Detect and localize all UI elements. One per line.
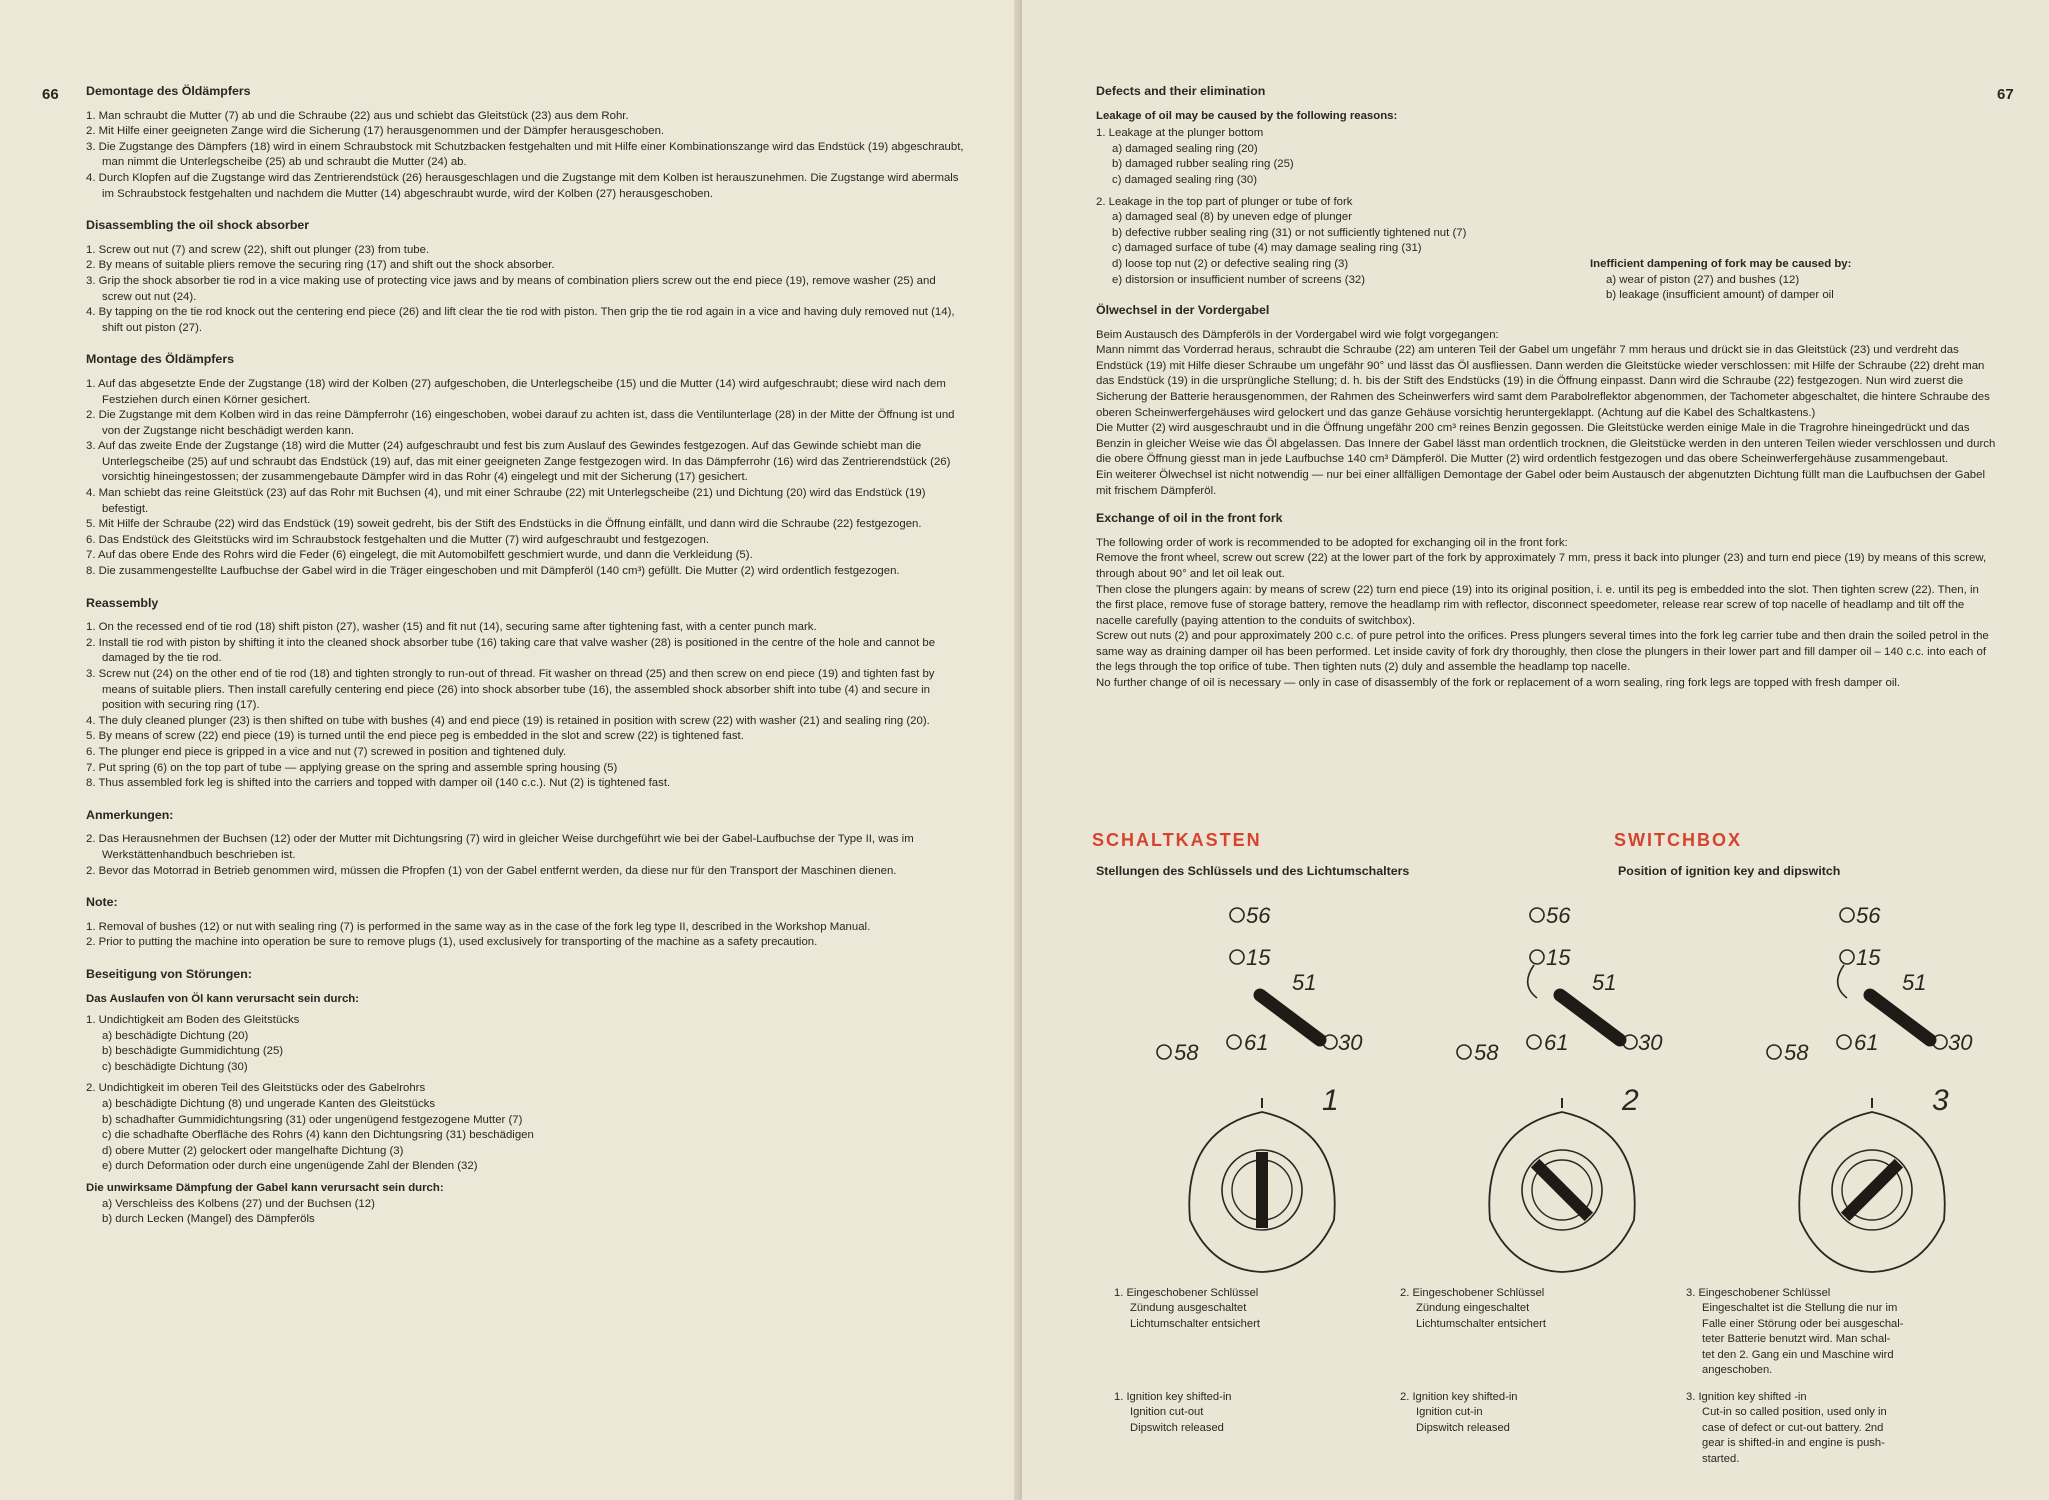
switchbox-title-en: SWITCHBOX — [1614, 830, 1742, 850]
caption-de — [1114, 1286, 1414, 1332]
terminal-30-label: 30 — [1338, 1030, 1363, 1055]
list-item: 2. Install tie rod with piston by shifting it into the cleaned shock absorber tube (16) taking care that valve washer (28) is positioned in the centre of the hole and cannot be damaged by the tie rod. — [86, 636, 936, 665]
list-item: a) damaged seal (8) by uneven edge of plunger — [1112, 211, 1352, 224]
defects-block — [1096, 84, 1616, 294]
list-item: 2. Prior to putting the machine into operation be sure to remove plugs (1), used exclusively for transporting of the machine as a safety precaution. — [86, 936, 818, 949]
terminal-61-circle — [1837, 1035, 1851, 1049]
list-item: c) damaged sealing ring (30) — [1112, 173, 1257, 186]
terminal-30-label: 30 — [1638, 1030, 1663, 1055]
caption-line: tet den 2. Gang ein und Maschine wird — [1702, 1348, 1894, 1361]
terminal-51-label: 51 — [1902, 970, 1927, 995]
terminal-15-label: 15 — [1246, 945, 1271, 970]
list-item: b) leakage (insufficient amount) of damper oil — [1606, 289, 1834, 302]
list-item: a) beschädigte Dichtung (20) — [102, 1029, 249, 1042]
list-item: 3. Grip the shock absorber tie rod in a vice making use of protecting vice jaws and by means of combination pliers screw out the end piece (19), remove washer (25) and screw out nut (24). — [86, 274, 936, 303]
caption-line: 1. Eingeschobener Schlüssel — [1114, 1287, 1259, 1299]
paragraph: Screw out nuts (2) and pour approximately 200 c.c. of pure petrol into the orifices. Press plungers several times into the fork leg carrier tube and then drain the soiled petrol in the same way as draining damper oil has been performed. Let inside cavity of fork dry thoroughly, then close the plungers in their lower part and fill damper oil – 140 c.c. into each of the legs through the top orifice of tube. Then tighten nuts (2) duly and assemble the headlamp top nacelle. — [1096, 630, 1989, 674]
list-item: d) obere Mutter (2) gelockert oder mangelhafte Dichtung (3) — [102, 1144, 404, 1157]
defects-title: Defects and their elimination — [1096, 84, 1266, 98]
terminal-61-label: 61 — [1244, 1030, 1269, 1055]
caption-line: Dipswitch released — [1416, 1421, 1510, 1434]
list-item: 4. Man schiebt das reine Gleitstück (23) auf das Rohr mit Buchsen (4), und mit einer Schraube (22) mit Unterlegscheibe (21) und Dichtung (20) wird das Endstück (19) befestigt. — [86, 487, 926, 515]
terminal-51-label: 51 — [1292, 970, 1317, 995]
list-item: c) damaged surface of tube (4) may damage sealing ring (31) — [1112, 242, 1422, 255]
oil-change-block — [1096, 303, 1996, 704]
paragraph: No further change of oil is necessary — only in case of disassembly of the fork or replacement of a worn sealing, ring fork legs are topped with fresh damper oil. — [1096, 677, 1901, 690]
caption-line: Ignition cut-out — [1130, 1406, 1204, 1419]
list-item: 2. Bevor das Motorrad in Betrieb genommen wird, müssen die Pfropfen (1) von der Gabel entfernt werden, da diese nur für den Transport der Maschinen dienen. — [86, 864, 897, 877]
list-item: 1. Man schraubt die Mutter (7) ab und die Schraube (22) aus und schiebt das Gleitstück (23) aus dem Rohr. — [86, 109, 629, 122]
troubleshooting-group-title: 2. Undichtigkeit im oberen Teil des Gleitstücks oder des Gabelrohrs — [86, 1082, 426, 1095]
terminal-58-circle — [1767, 1045, 1781, 1059]
caption-line: angeschoben. — [1702, 1364, 1773, 1377]
terminal-15-circle — [1530, 950, 1544, 964]
list-item: b) beschädigte Gummidichtung (25) — [102, 1045, 284, 1058]
caption-line: started. — [1702, 1452, 1740, 1465]
section-list — [86, 832, 966, 879]
list-item: 8. Thus assembled fork leg is shifted into the carriers and topped with damper oil (140 c.c.). Nut (2) is tightened fast. — [86, 777, 671, 790]
ignition-key — [1845, 1163, 1899, 1217]
defects-group1-title: 1. Leakage at the plunger bottom — [1096, 127, 1264, 140]
switchbox-subtitle-en: Position of ignition key and dipswitch — [1618, 864, 1841, 878]
troubleshooting-group-title: Die unwirksame Dämpfung der Gabel kann verursacht sein durch: — [86, 1182, 444, 1195]
terminal-58-circle — [1457, 1045, 1471, 1059]
list-item: a) Verschleiss des Kolbens (27) und der Buchsen (12) — [102, 1197, 375, 1210]
list-item: 3. Auf das zweite Ende der Zugstange (18) wird die Mutter (24) aufgeschraubt und fest bis zum Auslauf des Gewindes festgezogen. Auf das Gewinde schiebt man die Unterlegscheibe (25) auf und schraubt das Endstück (19) auf, das mit einer geeigneten Zange festgezogen wird. In das Dämpferrohr (16) wird das Zentrierendstück (26) vorsichtig hineingestossen; der zusammengebaute Dämpfer wird in das Rohr (4) eingelegt und mit der Sicherung (17) gesichert. — [86, 440, 951, 484]
section-list — [86, 109, 966, 203]
terminal-58-label: 58 — [1474, 1040, 1499, 1065]
section-heading: Anmerkungen: — [86, 807, 174, 822]
list-item: 3. Screw nut (24) on the other end of tie rod (18) and tighten strongly to run-out of thread. Fit washer on thread (25) and then screw on end piece (19) and tighten fast by means of suitable pliers. Then install carefully centering end piece (26) into shock absorber tube (16), the assembled shock absorber shift into tube (4) and secure in position with securing ring (17). — [86, 668, 935, 712]
list-item: 2. Die Zugstange mit dem Kolben wird in das reine Dämpferrohr (16) eingeschoben, wobei darauf zu achten ist, dass die Ventilunterlage (28) in der Mitte der Öffnung ist und von der Zugstange nicht beschädigt werden kann. — [86, 409, 955, 437]
terminal-56-label: 56 — [1246, 903, 1271, 928]
list-item: b) schadhafter Gummidichtungsring (31) oder ungenügend festgezogene Mutter (7) — [102, 1113, 523, 1126]
list-item: 7. Auf das obere Ende des Rohrs wird die Feder (6) eingelegt, die mit Automobilfett geschmiert wurde, und dann die Verkleidung (5). — [86, 549, 753, 562]
diagram-number: 1 — [1322, 1084, 1339, 1117]
section-heading: Ölwechsel in der Vordergabel — [1096, 303, 1270, 317]
caption-en — [1686, 1390, 1986, 1467]
section — [86, 218, 966, 336]
terminal-15-circle — [1840, 950, 1854, 964]
section-list — [86, 377, 966, 580]
dampening-list — [1606, 273, 1990, 304]
list-item: e) durch Deformation oder durch eine ungenügende Zahl der Blenden (32) — [102, 1160, 478, 1173]
caption-line: Lichtumschalter entsichert — [1416, 1317, 1546, 1330]
list-item: 2. Mit Hilfe einer geeigneten Zange wird die Sicherung (17) herausgenommen und der Dämpfer herausgeschoben. — [86, 125, 665, 138]
dampening-block — [1590, 257, 1990, 310]
section-heading: Montage des Öldämpfers — [86, 352, 235, 367]
caption-de — [1686, 1286, 1986, 1378]
list-item: 4. Durch Klopfen auf die Zugstange wird das Zentrierendstück (26) herausgeschlagen und die Zugstange mit dem Kolben ist herauszunehmen. Die Zugstange wird abermals im Schraubstock festgehalten und nachdem die Mutter (14) abgeschraubt wurde, wird der Kolben (27) herausgeschoben. — [86, 171, 959, 200]
list-item: 1. Removal of bushes (12) or nut with sealing ring (7) is performed in the same way as in the case of the fork leg type II, described in the Workshop Manual. — [86, 920, 871, 933]
section — [86, 84, 966, 202]
caption-line: 1. Ignition key shifted-in — [1114, 1391, 1232, 1403]
troubleshooting-list — [102, 1029, 966, 1076]
list-item: 4. By tapping on the tie rod knock out the centering end piece (26) and lift clear the tie rod with piston. Then grip the tie rod again in a vice and having duly removed nut (14), shift out piston (27). — [86, 306, 955, 334]
caption-line: 2. Ignition key shifted-in — [1400, 1391, 1518, 1403]
terminal-15-label: 15 — [1546, 945, 1571, 970]
section-heading: Exchange of oil in the front fork — [1096, 511, 1283, 526]
list-item: d) loose top nut (2) or defective sealing ring (3) — [1112, 257, 1349, 270]
list-item: b) defective rubber sealing ring (31) or not sufficiently tightened nut (7) — [1112, 226, 1467, 239]
jumper-wire — [1838, 965, 1847, 998]
troubleshooting-group-title: 1. Undichtigkeit am Boden des Gleitstücks — [86, 1014, 300, 1027]
section-heading: Reassembly — [86, 595, 159, 610]
ignition-key — [1535, 1163, 1589, 1217]
list-item: e) distorsion or insufficient number of screens (32) — [1112, 273, 1366, 286]
caption-line: teter Batterie benutzt wird. Man schal- — [1702, 1333, 1891, 1346]
terminal-61-label: 61 — [1544, 1030, 1569, 1055]
list-item: b) durch Lecken (Mangel) des Dämpferöls — [102, 1213, 315, 1226]
diagram-number: 3 — [1932, 1084, 1949, 1117]
caption-en — [1114, 1390, 1414, 1436]
terminal-56-label: 56 — [1856, 903, 1881, 928]
left-text-column — [86, 84, 966, 1244]
paragraph: Die Mutter (2) wird ausgeschraubt und in die Öffnung ungefähr 200 cm³ reines Benzin gegossen. Die Gleitstücke werden einige Male in die Tragrohre hineingedrückt und das Benzin in gleicher Weise wie das Öl abgelassen. Das Innere der Gabel lässt man ordentlich trocknen, die Gleitstücke werden in den unteren Teilen wieder verschlossen und durch die obere Öffnung giesst man in jede Laufbuchse 140 cm³ Dämpferöl. Die Mutter (2) wird ordentlich festgezogen und das obere Scheinwerfergehäuse zusammengebaut. — [1096, 422, 1996, 466]
right-page — [1022, 0, 2049, 1500]
section-list — [86, 243, 966, 337]
terminal-56-circle — [1530, 908, 1544, 922]
terminal-58-label: 58 — [1174, 1040, 1199, 1065]
terminal-61-circle — [1527, 1035, 1541, 1049]
defects-group2-title: 2. Leakage in the top part of plunger or tube of fork — [1096, 195, 1353, 208]
jumper-wire — [1528, 965, 1537, 998]
list-item: c) die schadhafte Oberfläche des Rohrs (4) kann den Dichtungsring (31) beschädigen — [102, 1129, 534, 1142]
caption-line: Zündung ausgeschaltet — [1130, 1302, 1247, 1315]
list-item: 4. The duly cleaned plunger (23) is then shifted on tube with bushes (4) and end piece (19) is retained in position with screw (22) with washer (21) and sealing ring (20). — [86, 714, 930, 727]
list-item: b) damaged rubber sealing ring (25) — [1112, 158, 1294, 171]
diagram-number: 2 — [1622, 1084, 1639, 1117]
defects-intro: Leakage of oil may be caused by the following reasons: — [1096, 109, 1398, 122]
section-list — [86, 620, 966, 792]
section — [86, 895, 966, 951]
caption-line: case of defect or cut-out battery. 2nd — [1702, 1421, 1884, 1434]
switchbox-diagrams — [1022, 880, 2022, 1300]
dipswitch-lever — [1560, 995, 1620, 1040]
section-heading: Beseitigung von Störungen: — [86, 966, 252, 981]
terminal-58-label: 58 — [1784, 1040, 1809, 1065]
caption-line: gear is shifted-in and engine is push- — [1702, 1437, 1885, 1450]
list-item: 3. Die Zugstange des Dämpfers (18) wird in einem Schraubstock mit Schutzbacken festgehalten und mit Hilfe einer Kombinationszange wird das Endstück (19) abgeschraubt, man nimmt die Unterlegscheibe (25) ab und schraubt die Mutter (24) ab. — [86, 140, 964, 169]
paragraph: Mann nimmt das Vorderrad heraus, schraubt die Schraube (22) am unteren Teil der Gabel um ungefähr 7 mm heraus und drückt sie in das Gleitstück (23) und verdreht das Endstück (19) mit Hilfe dieser Schraube um ungefähr 90° und lässt das Öl ausfliessen. Dann werden die Gleitstücke wieder verschlossen: mit Hilfe der Schraube (22) dreht man das Endstück (19) in die ursprüngliche Stellung; d. h. bis der Stift des Endstücks (19) in die Öffnung einpasst. Dann wird die Schraube (22) festgezogen. Nun wird zuerst die Sicherung der Batterie herausgenommen, der Rahmen des Scheinwerfers wird samt dem Parabolreflektor abgenommen, der Tachometer abgeschaltet, die hintere Schraube des oberen Scheinwerfergehäuses wird gelockert und das ganze Gehäuse vorsichtig heruntergeklappt. (Achtung auf die Kabel des Schaltkastens.) — [1096, 344, 1990, 419]
list-item: 5. By means of screw (22) end piece (19) is turned until the end piece peg is embedded in the slot and screw (22) is tightened fast. — [86, 730, 744, 743]
list-item: 5. Mit Hilfe der Schraube (22) wird das Endstück (19) soweit gedreht, bis der Stift des Endstücks in die Öffnung einfällt, und dann wird die Schraube (22) festgezogen. — [86, 518, 922, 531]
dipswitch-lever — [1260, 995, 1320, 1040]
section — [86, 808, 966, 879]
caption-line: Falle einer Störung oder bei ausgeschal- — [1702, 1317, 1904, 1330]
terminal-61-label: 61 — [1854, 1030, 1879, 1055]
switchbox-title-de: SCHALTKASTEN — [1092, 830, 1262, 850]
terminal-58-circle — [1157, 1045, 1171, 1059]
caption-line: Ignition cut-in — [1416, 1406, 1483, 1419]
caption-line: 3. Ignition key shifted -in — [1686, 1391, 1807, 1403]
list-item: 2. Das Herausnehmen der Buchsen (12) oder der Mutter mit Dichtungsring (7) wird in gleicher Weise durchgeführt wie bei der Gabel-Laufbuchse der Type II, was im Werkstättenhandbuch beschrieben ist. — [86, 833, 914, 861]
section — [86, 352, 966, 579]
terminal-30-label: 30 — [1948, 1030, 1973, 1055]
terminal-61-circle — [1227, 1035, 1241, 1049]
caption-en — [1400, 1390, 1700, 1436]
section — [86, 596, 966, 792]
troubleshooting-intro: Das Auslaufen von Öl kann verursacht sein durch: — [86, 992, 360, 1005]
caption-line: 2. Eingeschobener Schlüssel — [1400, 1287, 1545, 1299]
caption-line: Zündung eingeschaltet — [1416, 1302, 1530, 1315]
caption-line: 3. Eingeschobener Schlüssel — [1686, 1287, 1831, 1299]
switchbox-subtitle-de: Stellungen des Schlüssels und des Lichtumschalters — [1096, 864, 1410, 878]
dampening-title: Inefficient dampening of fork may be caused by: — [1590, 258, 1852, 270]
caption-de — [1400, 1286, 1700, 1332]
defects-group1-list — [1112, 142, 1616, 189]
page-number-right: 67 — [1997, 86, 2014, 103]
paragraph: Remove the front wheel, screw out screw (22) at the lower part of the fork by approximately 7 mm, press it back into plunger (23) and turn end piece (19) by means of this screw, through about 90° and let oil leak out. — [1096, 552, 1987, 580]
list-item: 2. By means of suitable pliers remove the securing ring (17) and shift out the shock absorber. — [86, 259, 555, 272]
exchange-section — [1096, 511, 1996, 692]
troubleshooting-list — [102, 1197, 966, 1228]
paragraph: Then close the plungers again: by means of screw (22) turn end piece (19) into its original position, i. e. until its peg is embedded into the slot. Then tighten screw (22). Then, in the first place, remove fuse of storage battery, remove the headlamp rim with reflector, disconnect speedometer, release rear screw of top nacelle of headlamp and tilt off the nacelle carefully (paying attention to the conduits of switchbox). — [1096, 583, 1979, 627]
caption-line: Eingeschaltet ist die Stellung die nur im — [1702, 1302, 1898, 1315]
list-item: 8. Die zusammengestellte Laufbuchse der Gabel wird in die Träger eingeschoben und mit Dämpferöl (140 cm³) gefüllt. Die Mutter (2) wird ordentlich festgezogen. — [86, 565, 900, 578]
troubleshooting-section — [86, 967, 966, 1228]
page-number-left: 66 — [42, 86, 59, 103]
terminal-56-circle — [1230, 908, 1244, 922]
defects-group2-list — [1112, 210, 1616, 288]
caption-line: Dipswitch released — [1130, 1421, 1224, 1434]
list-item: a) wear of piston (27) and bushes (12) — [1606, 273, 1800, 286]
list-item: 1. Screw out nut (7) and screw (22), shift out plunger (23) from tube. — [86, 243, 430, 256]
paragraph: Ein weiterer Ölwechsel ist nicht notwendig — nur bei einer allfälligen Demontage der Gabel oder beim Austausch der abgenutzten Dichtung füllt man die Laufbuchsen der Gabel mit frischem Dämpferöl. — [1096, 468, 1985, 497]
section-heading: Note: — [86, 895, 118, 910]
paragraph: The following order of work is recommended to be adopted for exchanging oil in the front fork: — [1096, 536, 1568, 549]
list-item: c) beschädigte Dichtung (30) — [102, 1060, 248, 1073]
troubleshooting-list — [102, 1097, 966, 1175]
list-item: 7. Put spring (6) on the top part of tube — applying grease on the spring and assemble spring housing (5) — [86, 761, 618, 774]
terminal-56-circle — [1840, 908, 1854, 922]
list-item: 1. On the recessed end of tie rod (18) shift piston (27), washer (15) and fit nut (14), securing same after tightening fast, with a center punch mark. — [86, 621, 817, 634]
oelwechsel-section — [1096, 303, 1996, 499]
terminal-56-label: 56 — [1546, 903, 1571, 928]
terminal-15-circle — [1230, 950, 1244, 964]
left-page — [0, 0, 1022, 1500]
list-item: a) damaged sealing ring (20) — [1112, 142, 1258, 155]
terminal-15-label: 15 — [1856, 945, 1881, 970]
section-heading: Demontage des Öldämpfers — [86, 84, 251, 98]
section-heading: Disassembling the oil shock absorber — [86, 218, 310, 233]
dipswitch-lever — [1870, 995, 1930, 1040]
section-list — [86, 920, 966, 951]
terminal-51-label: 51 — [1592, 970, 1617, 995]
caption-line: Lichtumschalter entsichert — [1130, 1317, 1260, 1330]
list-item: a) beschädigte Dichtung (8) und ungerade Kanten des Gleitstücks — [102, 1098, 436, 1111]
list-item: 6. The plunger end piece is gripped in a vice and nut (7) screwed in position and tightened duly. — [86, 745, 567, 758]
caption-line: Cut-in so called position, used only in — [1702, 1406, 1887, 1419]
paragraph: Beim Austausch des Dämpferöls in der Vordergabel wird wie folgt vorgegangen: — [1096, 328, 1499, 341]
list-item: 1. Auf das abgesetzte Ende der Zugstange (18) wird der Kolben (27) aufgeschoben, die Unterlegscheibe (15) und die Mutter (14) wird aufgeschraubt; diese wird nach dem Festziehen durch einen Körner gesichert. — [86, 377, 946, 406]
list-item: 6. Das Endstück des Gleitstücks wird im Schraubstock festgehalten und die Mutter (7) wird aufgeschraubt und festgezogen. — [86, 533, 710, 546]
